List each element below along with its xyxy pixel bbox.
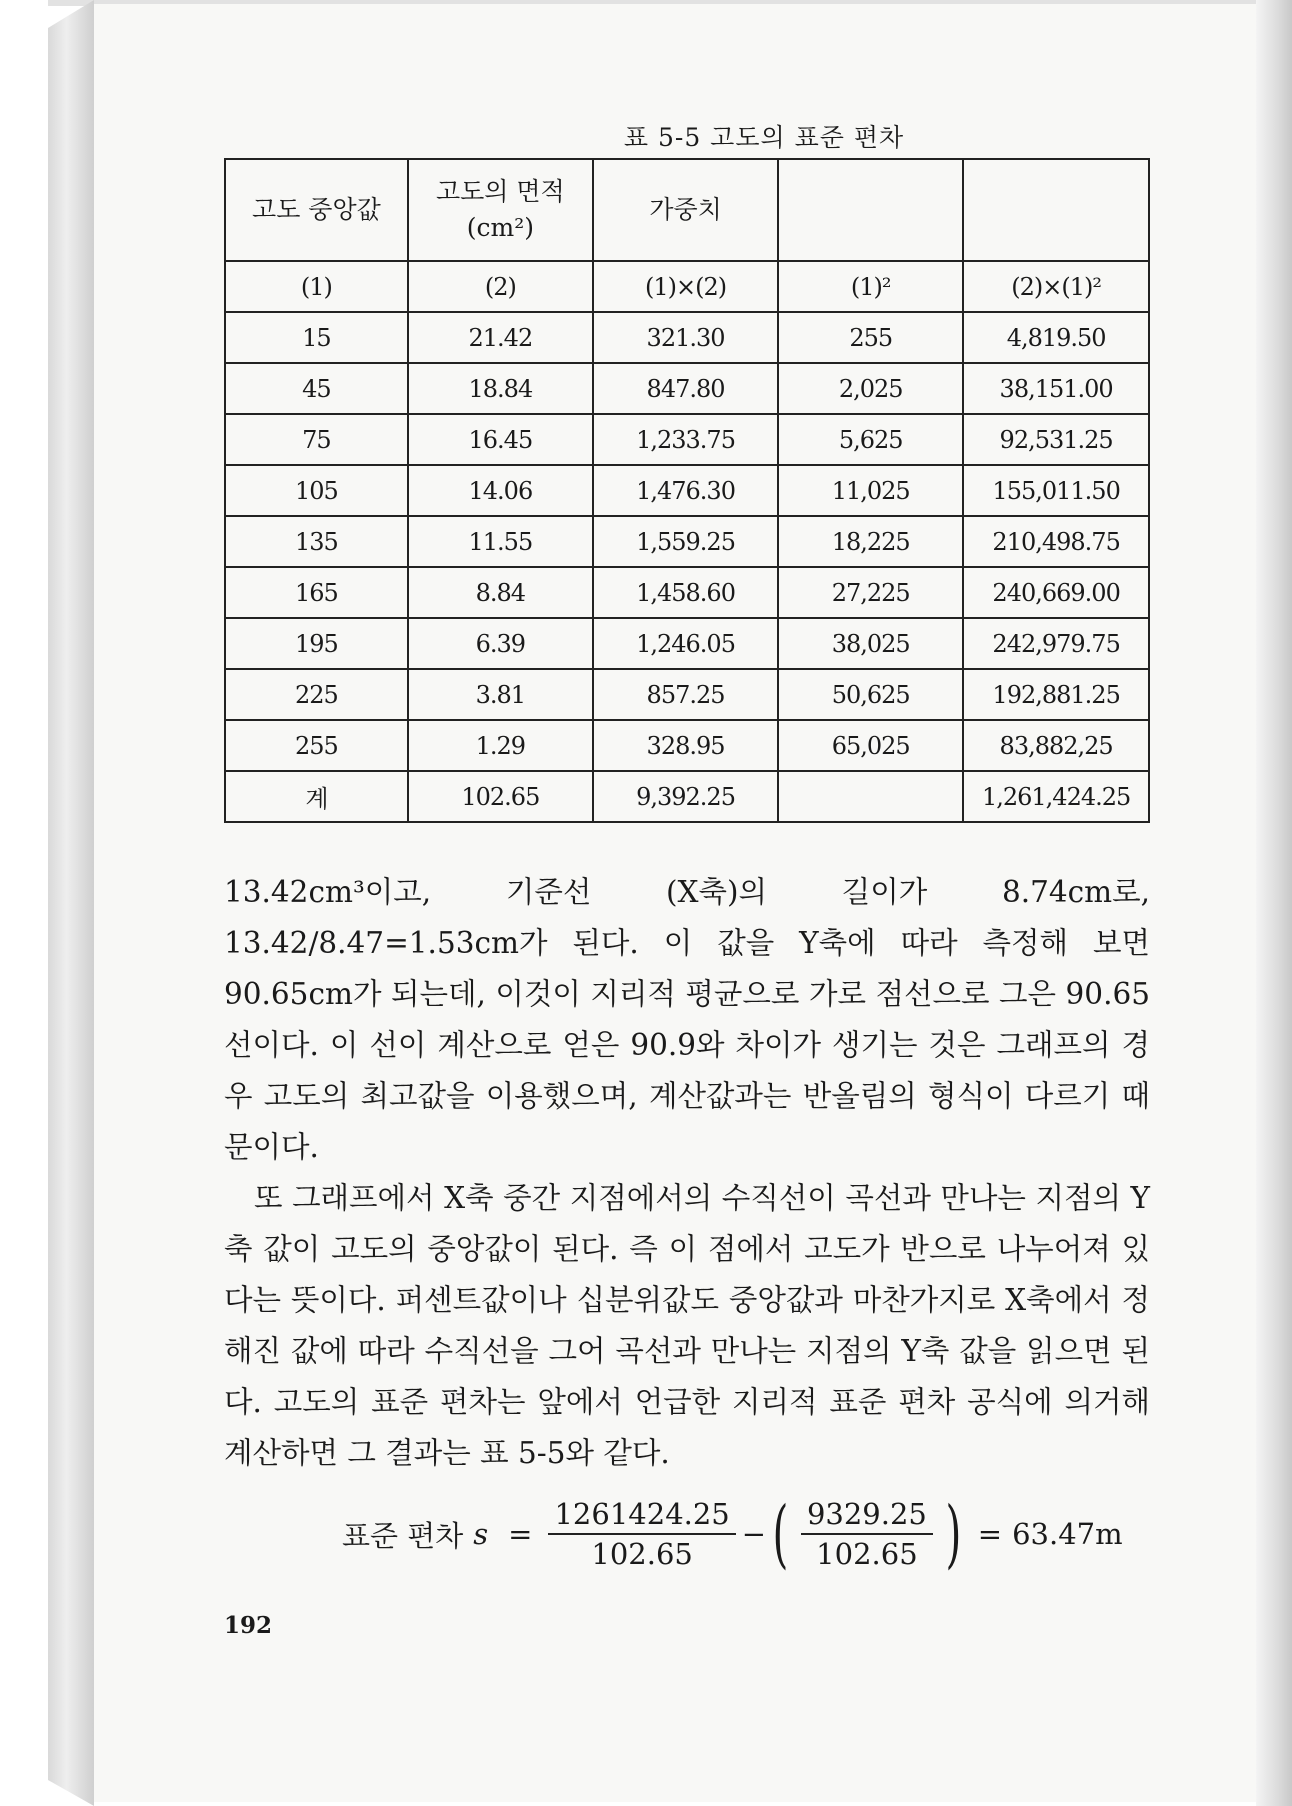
table-cell: 1,246.05 bbox=[593, 618, 778, 669]
formula-label: 표준 편차 bbox=[342, 1518, 464, 1553]
table-cell: 1,559.25 bbox=[593, 516, 778, 567]
table-cell: 321.30 bbox=[593, 312, 778, 363]
table-cell: 18.84 bbox=[408, 363, 593, 414]
table-row bbox=[225, 465, 1149, 516]
header-cell bbox=[408, 159, 593, 261]
table-cell: 3.81 bbox=[408, 669, 593, 720]
table-cell: 255 bbox=[225, 720, 408, 771]
table-cell: 165 bbox=[225, 567, 408, 618]
formula-result: 63.47m bbox=[1012, 1517, 1123, 1551]
formula-right-paren: ) bbox=[945, 1491, 962, 1577]
table-cell: 50,625 bbox=[778, 669, 963, 720]
table-cell: 1,476.30 bbox=[593, 465, 778, 516]
page-number: 192 bbox=[224, 1612, 273, 1639]
header-cell-text: 고도의 면적 bbox=[436, 177, 565, 206]
header-cell: 고도 중앙값 bbox=[225, 159, 408, 261]
subheader-cell: (1)² bbox=[778, 261, 963, 312]
table-row bbox=[225, 618, 1149, 669]
book-page bbox=[94, 4, 1256, 1802]
table-cell: 83,882,25 bbox=[963, 720, 1149, 771]
formula-left-paren: ( bbox=[772, 1491, 789, 1577]
formula-minus: − bbox=[741, 1517, 767, 1551]
table-cell: 192,881.25 bbox=[963, 669, 1149, 720]
table-cell: 847.80 bbox=[593, 363, 778, 414]
paragraph: 또 그래프에서 X축 중간 지점에서의 수직선이 곡선과 만나는 지점의 Y축 값이 고도의 중앙값이 된다. 즉 이 점에서 고도가 반으로 나누어져 있다는 뜻이다. 퍼센트값이나 십분위값도 중앙값과 마찬가지로 X축에서 정해진 값에 따라 수직선을 그어 곡선과 만나는 지점의 Y축 값을 읽으면 된다. 고도의 표준 편차는 앞에서 언급한 지리적 표준 편차 공식에 의거해 계산하면 그 결과는 표 5-5와 같다. bbox=[224, 1181, 1150, 1470]
table-row bbox=[225, 720, 1149, 771]
table-cell: 225 bbox=[225, 669, 408, 720]
table-cell: 92,531.25 bbox=[963, 414, 1149, 465]
table-cell: 857.25 bbox=[593, 669, 778, 720]
table-cell: 240,669.00 bbox=[963, 567, 1149, 618]
fraction-denominator: 102.65 bbox=[591, 1537, 693, 1571]
book-left-edge bbox=[48, 0, 94, 1806]
table-cell: 195 bbox=[225, 618, 408, 669]
table-cell: 105 bbox=[225, 465, 408, 516]
table-cell: 45 bbox=[225, 363, 408, 414]
header-cell-unit: (cm²) bbox=[466, 213, 534, 242]
table-cell: 21.42 bbox=[408, 312, 593, 363]
formula-fraction-2 bbox=[801, 1497, 933, 1571]
table-cell: 11,025 bbox=[778, 465, 963, 516]
table-cell: 18,225 bbox=[778, 516, 963, 567]
table-cell: 5,625 bbox=[778, 414, 963, 465]
table-cell: 255 bbox=[778, 312, 963, 363]
elevation-std-table bbox=[224, 158, 1150, 823]
fraction-numerator: 1261424.25 bbox=[548, 1497, 735, 1535]
table-cell: 38,151.00 bbox=[963, 363, 1149, 414]
table-cell: 242,979.75 bbox=[963, 618, 1149, 669]
fraction-numerator: 9329.25 bbox=[801, 1497, 933, 1535]
formula-equals: = bbox=[508, 1517, 533, 1551]
fraction-denominator: 102.65 bbox=[816, 1537, 918, 1571]
table-cell: 1,261,424.25 bbox=[963, 771, 1149, 822]
table-cell: 38,025 bbox=[778, 618, 963, 669]
table-row bbox=[225, 414, 1149, 465]
subheader-cell: (1) bbox=[225, 261, 408, 312]
table-cell: 9,392.25 bbox=[593, 771, 778, 822]
table-cell: 27,225 bbox=[778, 567, 963, 618]
formula-equals: = bbox=[977, 1517, 1003, 1551]
table-cell: 11.55 bbox=[408, 516, 593, 567]
table-cell: 15 bbox=[225, 312, 408, 363]
table-row bbox=[225, 669, 1149, 720]
table-cell: 102.65 bbox=[408, 771, 593, 822]
table-row bbox=[225, 363, 1149, 414]
subheader-cell: (2)×(1)² bbox=[963, 261, 1149, 312]
table-total-row bbox=[225, 771, 1149, 822]
header-cell bbox=[963, 159, 1149, 261]
table-cell bbox=[778, 771, 963, 822]
table-cell: 14.06 bbox=[408, 465, 593, 516]
table-subheader-row bbox=[225, 261, 1149, 312]
table-cell: 155,011.50 bbox=[963, 465, 1149, 516]
table-cell: 328.95 bbox=[593, 720, 778, 771]
table-row bbox=[225, 567, 1149, 618]
formula-variable: s bbox=[473, 1517, 489, 1551]
table-cell: 계 bbox=[225, 771, 408, 822]
table-cell: 6.39 bbox=[408, 618, 593, 669]
header-cell: 가중치 bbox=[593, 159, 778, 261]
table-cell: 16.45 bbox=[408, 414, 593, 465]
book-right-edge bbox=[1256, 0, 1292, 1806]
formula-fraction-1 bbox=[548, 1497, 735, 1571]
header-cell bbox=[778, 159, 963, 261]
table-caption: 표 5-5 고도의 표준 편차 bbox=[623, 123, 905, 152]
table-cell: 1,233.75 bbox=[593, 414, 778, 465]
subheader-cell: (1)×(2) bbox=[593, 261, 778, 312]
table-cell: 1,458.60 bbox=[593, 567, 778, 618]
table-row bbox=[225, 312, 1149, 363]
page-content bbox=[224, 118, 1244, 1577]
std-dev-formula bbox=[342, 1491, 1244, 1577]
table-cell: 75 bbox=[225, 414, 408, 465]
table-cell: 210,498.75 bbox=[963, 516, 1149, 567]
table-cell: 1.29 bbox=[408, 720, 593, 771]
table-cell: 8.84 bbox=[408, 567, 593, 618]
table-cell: 65,025 bbox=[778, 720, 963, 771]
table-row bbox=[225, 516, 1149, 567]
table-cell: 2,025 bbox=[778, 363, 963, 414]
paragraph: 13.42cm³이고, 기준선 (X축)의 길이가 8.74cm로, 13.42/8.47=1.53cm가 된다. 이 값을 Y축에 따라 측정해 보면 90.65cm가 되는데, 이것이 지리적 평균으로 가로 점선으로 그은 90.65선이다. 이 선이 계산으로 얻은 90.9와 차이가 생기는 것은 그래프의 경우 고도의 최고값을 이용했으며, 계산값과는 반올림의 형식이 다르기 때문이다. bbox=[224, 875, 1150, 1164]
table-cell: 135 bbox=[225, 516, 408, 567]
table-cell: 4,819.50 bbox=[963, 312, 1149, 363]
table-header-row bbox=[225, 159, 1149, 261]
subheader-cell: (2) bbox=[408, 261, 593, 312]
body-text bbox=[224, 867, 1150, 1479]
